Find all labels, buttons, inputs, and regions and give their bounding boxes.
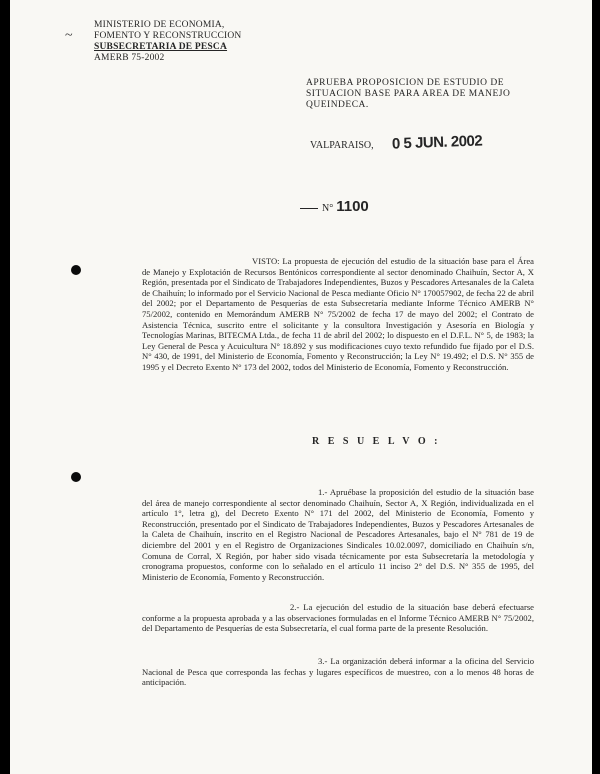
visto-paragraph: VISTO: La propuesta de ejecución del estudio de la situación base para el Área de Manejo y Explotación de Recursos Bentónicos correspondiente al sector denominado Chaihuín, Sector A, X Región, presentada por el Sindicato de Trabajadores Independientes, Buzos y Pescadores Artesanales de la Caleta de Chaihuín; lo informado por el Servicio Nacional de Pesca mediante Oficio N° 170057902, de fecha 22 de abril del 2002; por el Departamento de Pesquerías de esta Subsecretaría mediante Informe Técnico AMERB N° 75/2002, contenido en Memorándum AMERB N° 75/2002 de fecha 17 de mayo del 2002; el Contrato de Asistencia Técnica, suscrito entre el solicitante y la consultora Investigación y Asesoría en Biología y Tecnologías Marinas, BITECMA Ltda., de fecha 11 de abril del 2002; lo dispuesto en el D.F.L. N° 5, de 1983; la Ley General de Pesca y Acuicultura N° 18.892 y sus modificaciones cuyo texto refundido fue fijado por el D.S. N° 430, de 1991, del Ministerio de Economía, Fomento y Reconstrucción; la Ley N° 19.492; el D.S. N° 355 de 1995 y el Decreto Exento N° 173 del 2002, todos del Ministerio de Economía, Fomento y Reconstrucción. (142, 256, 534, 372)
document-page (10, 0, 592, 774)
place: VALPARAISO, (310, 140, 374, 151)
ministry-line-2: FOMENTO Y RECONSTRUCCION (94, 31, 242, 41)
number-value: 1100 (336, 198, 369, 215)
paragraph-1: 1.- Apruébase la proposición del estudio de la situación base del área de manejo correspondiente al sector denominado Chaihuín, Sector A, X Región, individualizada en el artículo 1°, letra g), del Decreto Exento N° 171 del 2002, del Ministerio de Economía, Fomento y Reconstrucción, presentado por el Sindicato de Trabajadores Independientes, Buzos y Pescadores Artesanales de la Caleta de Chaihuín, inscrito en el Registro Nacional de Pescadores Artesanales, bajo el N° 781 de 19 de diciembre del 2001 y en el Registro de Organizaciones Sindicales 10.02.0097, domiciliado en Chaihuín s/n, Comuna de Corral, X Región, por haber sido visada técnicamente por esta Subsecretaría la metodología y cronograma propuestos, conforme con lo señalado en el artículo 11 inciso 2° del D.S. N° 355 de 1995, del Ministerio de Economía, Fomento y Reconstrucción. (142, 487, 534, 582)
ministry-line-1: MINISTERIO DE ECONOMIA, (94, 20, 225, 30)
subject-heading: APRUEBA PROPOSICION DE ESTUDIO DE SITUACION BASE PARA AREA DE MANEJO QUEINDECA. (306, 78, 511, 110)
reference-code: AMERB 75-2002 (94, 53, 165, 63)
resuelvo-heading: R E S U E L V O : (312, 436, 441, 447)
resolution-number (300, 198, 369, 215)
letterhead (94, 20, 242, 64)
punch-hole-top (71, 265, 81, 275)
place-date (310, 132, 483, 153)
dash-line (300, 208, 318, 209)
paragraph-2: 2.- La ejecución del estudio de la situación base deberá efectuarse conforme a la propuesta aprobada y a las observaciones formuladas en el Informe Técnico AMERB N° 75/2002, del Departamento de Pesquerías de esta Subsecretaría, el cual forma parte de la presente Resolución. (142, 602, 534, 634)
date-stamp: 0 5 JUN. 2002 (391, 132, 483, 153)
subsecretaria-line: SUBSECRETARIA DE PESCA (94, 42, 228, 52)
paragraph-3: 3.- La organización deberá informar a la oficina del Servicio Nacional de Pesca que corresponda las fechas y lugares específicos de muestreo, con a lo menos 48 horas de anticipación. (142, 656, 534, 688)
handwritten-mark: ~ (65, 28, 73, 43)
punch-hole-bottom (71, 472, 81, 482)
number-prefix: N° (322, 203, 334, 214)
